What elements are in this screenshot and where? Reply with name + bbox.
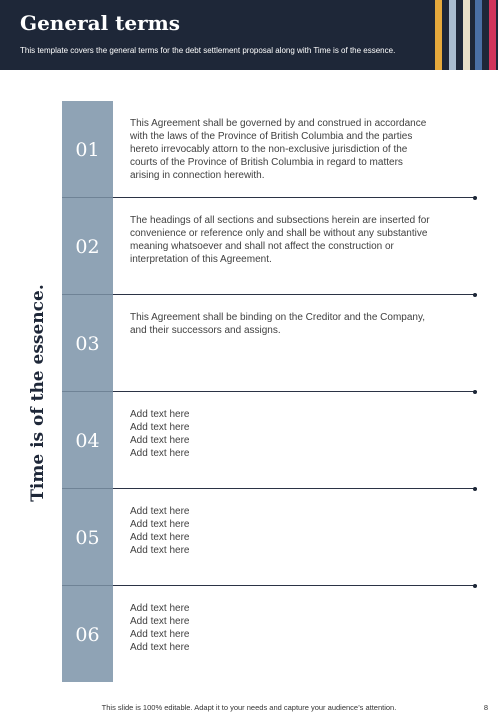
term-text-line: The headings of all sections and subsections herein are inserted for <box>130 215 430 226</box>
term-text-line: Add text here <box>130 506 190 517</box>
term-text-line: Add text here <box>130 448 190 459</box>
term-row <box>62 101 480 198</box>
term-text-line: courts of the Province of British Columbia in regard to matters <box>130 157 403 168</box>
term-text-line: hereto irrevocably attorn to the non-exclusive jurisdiction of the <box>130 144 408 155</box>
accent-stripe <box>489 0 496 70</box>
accent-stripe <box>463 0 470 70</box>
term-text-line: Add text here <box>130 603 190 614</box>
term-row <box>62 392 480 489</box>
accent-stripe <box>435 0 442 70</box>
page-number: 8 <box>483 703 488 712</box>
term-text-line: with the laws of the Province of British Columbia and the parties <box>130 131 413 142</box>
term-text <box>130 117 470 182</box>
term-row <box>62 586 480 683</box>
term-text <box>130 602 470 654</box>
term-number: 03 <box>75 332 100 355</box>
page-subtitle: This template covers the general terms for the debt settlement proposal along with Time is of the essence. <box>20 46 396 55</box>
term-text-line: Add text here <box>130 409 190 420</box>
term-text <box>130 214 470 266</box>
accent-stripe <box>475 0 482 70</box>
term-text-line: Add text here <box>130 545 190 556</box>
term-number: 06 <box>75 623 100 646</box>
header-bar <box>0 0 498 70</box>
term-text-line: meaning whatsoever and shall not affect the construction or <box>130 241 394 252</box>
accent-stripe <box>449 0 456 70</box>
term-row <box>62 295 480 392</box>
term-row <box>62 198 480 295</box>
term-text-line: Add text here <box>130 435 190 446</box>
page-title: General terms <box>20 11 181 35</box>
term-text-line: arising in connection herewith. <box>130 170 265 181</box>
term-text <box>130 408 470 460</box>
term-row <box>62 489 480 586</box>
term-text-line: and their successors and assigns. <box>130 325 281 336</box>
term-number: 02 <box>75 235 100 258</box>
term-text-line: convenience or reference only and shall be without any substantive <box>130 228 428 239</box>
side-title: Time is of the essence. <box>28 284 48 502</box>
term-number: 05 <box>75 526 100 549</box>
term-number: 01 <box>75 138 100 161</box>
term-text-line: This Agreement shall be governed by and construed in accordance <box>130 118 427 129</box>
term-text-line: interpretation of this Agreement. <box>130 254 272 265</box>
term-text-line: This Agreement shall be binding on the Creditor and the Company, <box>130 312 425 323</box>
footer-note: This slide is 100% editable. Adapt it to your needs and capture your audience’s attention. <box>101 703 397 712</box>
term-text-line: Add text here <box>130 642 190 653</box>
term-text-line: Add text here <box>130 616 190 627</box>
term-text-line: Add text here <box>130 532 190 543</box>
term-text <box>130 311 470 337</box>
term-text-line: Add text here <box>130 629 190 640</box>
term-text <box>130 505 470 557</box>
term-number: 04 <box>75 429 100 452</box>
term-text-line: Add text here <box>130 422 190 433</box>
term-text-line: Add text here <box>130 519 190 530</box>
